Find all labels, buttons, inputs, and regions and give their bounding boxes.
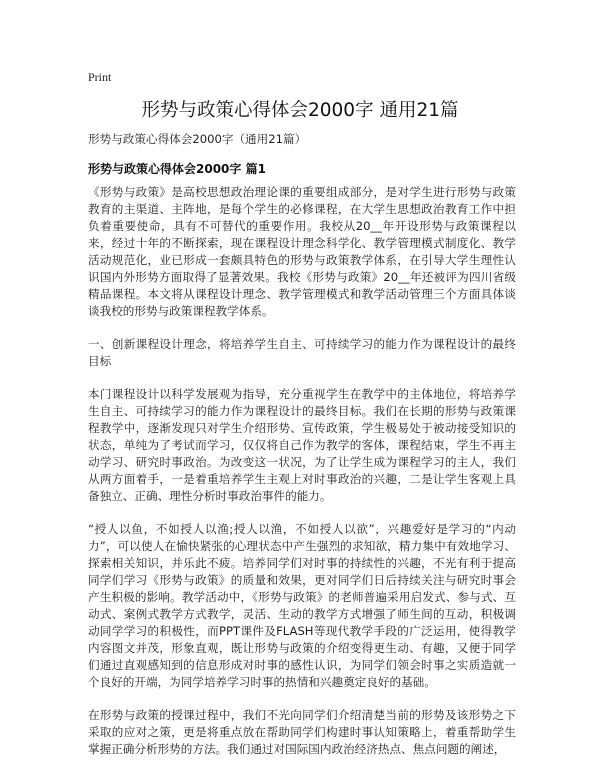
print-label[interactable]: Print — [88, 70, 112, 84]
paragraph-heading-1: 一、创新课程设计理念，将培养学生自主、可持续学习的能力作为课程设计的最终目标 — [88, 337, 516, 368]
paragraph-course-design: 本门课程设计以科学发展观为指导，充分重视学生在教学中的主体地位，将培养学生自主、可持续学习的能力作为课程设计的最终目标。我们在长期的形势与政策课程教学中，逐渐发现只对学生介绍形势、宣传政策，学生极易处于被动接受知识的状态，单纯为了考试而学习，仅仅将自己作为教学的客体，课程结束，学生不再主动学习、研究时事政治。为改变这一状况，为了让学生成为课程学习的主人，我们从两方面着手，一是着重培养学生主观上对时事政治的兴趣，二是让学生客观上具备独立、正确、理性分析时事政治事件的能力。 — [88, 387, 516, 503]
section-heading: 形势与政策心得体会2000字 篇1 — [88, 162, 266, 176]
paragraph-interest: “授人以鱼，不如授人以渔;授人以渔，不如授人以欲”，兴趣爱好是学习的“内动力”，可以使人在愉快紧张的心理状态中产生强烈的求知欲，精力集中有效地学习、探索相关知识，并乐此不疲。培养同学们对时事的持续性的兴趣，不光有利于提高同学们学习《形势与政策》的质量和效果，更对同学们日后持续关注与研究时事会产生积极的影响。教学活动中，《形势与政策》的老师普遍采用启发式、参与式、互动式、案例式教学方式教学，灵活、生动的教学方式增强了师生间的互动，积极调动同学学习的积极性，而PPT课件及FLASH等现代教学手段的广泛运用，使得教学内容图文并茂，形象直观，既让形势与政策的介绍变得更生动、有趣，又便于同学们通过直观感知到的信息形成对时事的感性认识，为同学们领会时事之实质造就一个良好的开端，为同学培养学习时事的热情和兴趣奠定良好的基础。 — [88, 522, 516, 689]
paragraph-intro: 《形势与政策》是高校思想政治理论课的重要组成部分，是对学生进行形势与政策教育的主渠道、主阵地，是每个学生的必修课程，在大学生思想政治教育工作中担负着重要使命，具有不可替代的重要作用。我校从20__年开设形势与政策课程以来，经过十年的不断探索，现在课程设计理念科学化、教学管理模式制度化、教学活动规范化，业已形成一套颇具特色的形势与政策教学体系，在引导大学生理性认识国内外形势方面取得了显著效果。我校《形势与政策》20__年还被评为四川省级精品课程。本文将从课程设计理念、教学管理模式和教学活动管理三个方面具体谈谈我校的形势与政策课程教学体系。 — [88, 185, 516, 318]
page-title: 形势与政策心得体会2000字 通用21篇 — [141, 100, 459, 121]
paragraph-method: 在形势与政策的授课过程中，我们不光向同学们介绍清楚当前的形势及该形势之下采取的应对之策，更是将重点放在帮助同学们构建时事认知策略上，着重帮助学生掌握正确分析形势的方法。我们通过对国际国内政治经济热点、焦点问题的阐述， — [88, 708, 516, 756]
document-subtitle: 形势与政策心得体会2000字（通用21篇） — [88, 132, 307, 146]
article-body — [88, 184, 516, 758]
